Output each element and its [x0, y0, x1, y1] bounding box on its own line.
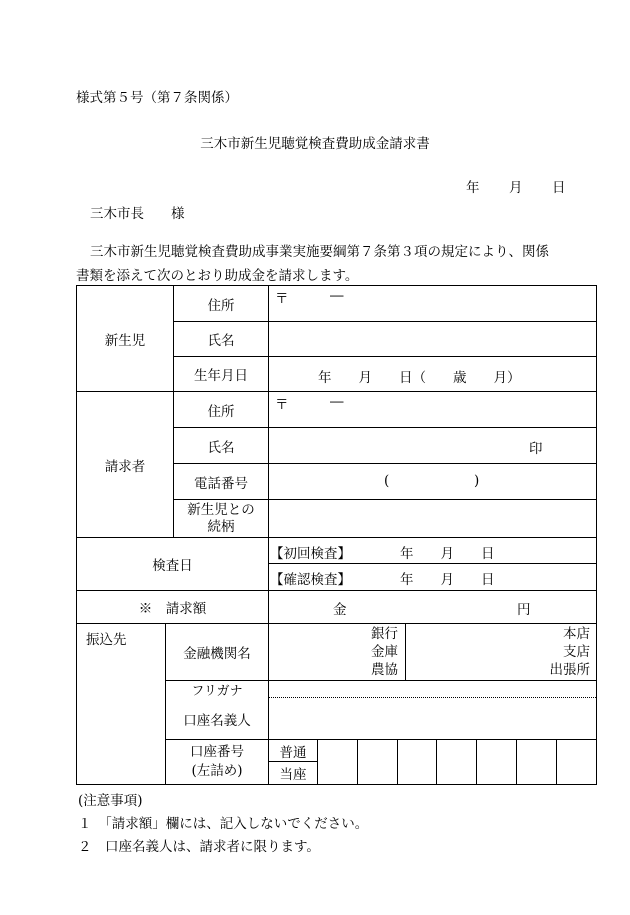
relation-label-line-2: 続柄 — [207, 518, 235, 535]
claimant-phone-label: 電話番号 — [194, 475, 248, 492]
newborn-name-label: 氏名 — [207, 333, 235, 349]
first-exam-label: 【初回検査】 — [270, 546, 351, 562]
date-day: 日 — [552, 180, 566, 196]
newborn-postal-dash: ― — [330, 288, 344, 304]
account-type-current: 当座 — [279, 767, 307, 783]
claimant-postal-dash: ― — [330, 394, 344, 410]
intro-line-1: 三木市新生児聴覚検査費助成事業実施要綱第７条第３項の規定により、関係 — [90, 244, 549, 260]
claimant-section-label: 請求者 — [104, 458, 146, 475]
claimant-address-label: 住所 — [207, 403, 235, 420]
account-holder-label: 口座名義人 — [183, 712, 251, 729]
claim-amount-label: ※ 請求額 — [138, 601, 207, 617]
intro-line-2: 書類を添えて次のとおり助成金を請求します。 — [76, 268, 359, 284]
account-number-label-line-2: (左詰め) — [191, 763, 243, 779]
seal-mark: 印 — [529, 441, 543, 457]
bank-type-agri: 農協 — [371, 662, 398, 678]
account-number-label-line-1: 口座番号 — [190, 744, 244, 760]
branch-type-head: 本店 — [563, 626, 590, 642]
phone-open-paren: ( — [384, 473, 390, 489]
date-year: 年 — [466, 180, 480, 196]
newborn-section-label: 新生児 — [104, 332, 146, 349]
branch-type-office: 出張所 — [549, 662, 590, 678]
bank-type-bank: 銀行 — [371, 626, 398, 642]
notes-heading: (注意事項) — [78, 793, 143, 809]
amount-prefix: 金 — [333, 602, 347, 618]
account-type-ordinary: 普通 — [279, 744, 307, 761]
addressee: 三木市長 様 — [90, 206, 185, 222]
branch-type-list — [520, 625, 590, 679]
newborn-birth-value: 年 月 日（ 歳 月） — [318, 370, 521, 386]
newborn-address-label: 住所 — [207, 297, 235, 314]
claimant-postal-mark: 〒 — [275, 397, 289, 413]
bank-type-credit: 金庫 — [371, 644, 398, 660]
furigana-label: フリガナ — [191, 683, 243, 699]
first-exam-date: 年 月 日 — [400, 546, 495, 562]
relation-label-line-1: 新生児との — [187, 501, 255, 518]
form-number: 様式第５号（第７条関係） — [76, 90, 238, 106]
confirm-exam-date: 年 月 日 — [400, 572, 495, 588]
account-number-label — [166, 740, 268, 784]
exam-date-label: 検査日 — [152, 558, 193, 574]
date-month: 月 — [509, 180, 523, 196]
note-item-1: １ 「請求額」欄には、記入しないでください。 — [78, 816, 369, 832]
newborn-postal-mark: 〒 — [275, 291, 289, 307]
form-title: 三木市新生児聴覚検査費助成金請求書 — [200, 136, 430, 152]
bank-name-label: 金融機関名 — [183, 646, 251, 662]
transfer-section-label: 振込先 — [86, 632, 127, 648]
bank-type-list — [371, 625, 398, 679]
newborn-birth-label: 生年月日 — [194, 368, 248, 384]
claimant-name-label: 氏名 — [207, 439, 235, 456]
amount-suffix: 円 — [517, 602, 531, 618]
phone-close-paren: ) — [474, 473, 480, 489]
note-item-2: ２ 口座名義人は、請求者に限ります。 — [78, 839, 320, 855]
branch-type-branch: 支店 — [563, 644, 590, 660]
confirm-exam-label: 【確認検査】 — [270, 572, 351, 588]
claimant-relation-label — [174, 500, 268, 537]
